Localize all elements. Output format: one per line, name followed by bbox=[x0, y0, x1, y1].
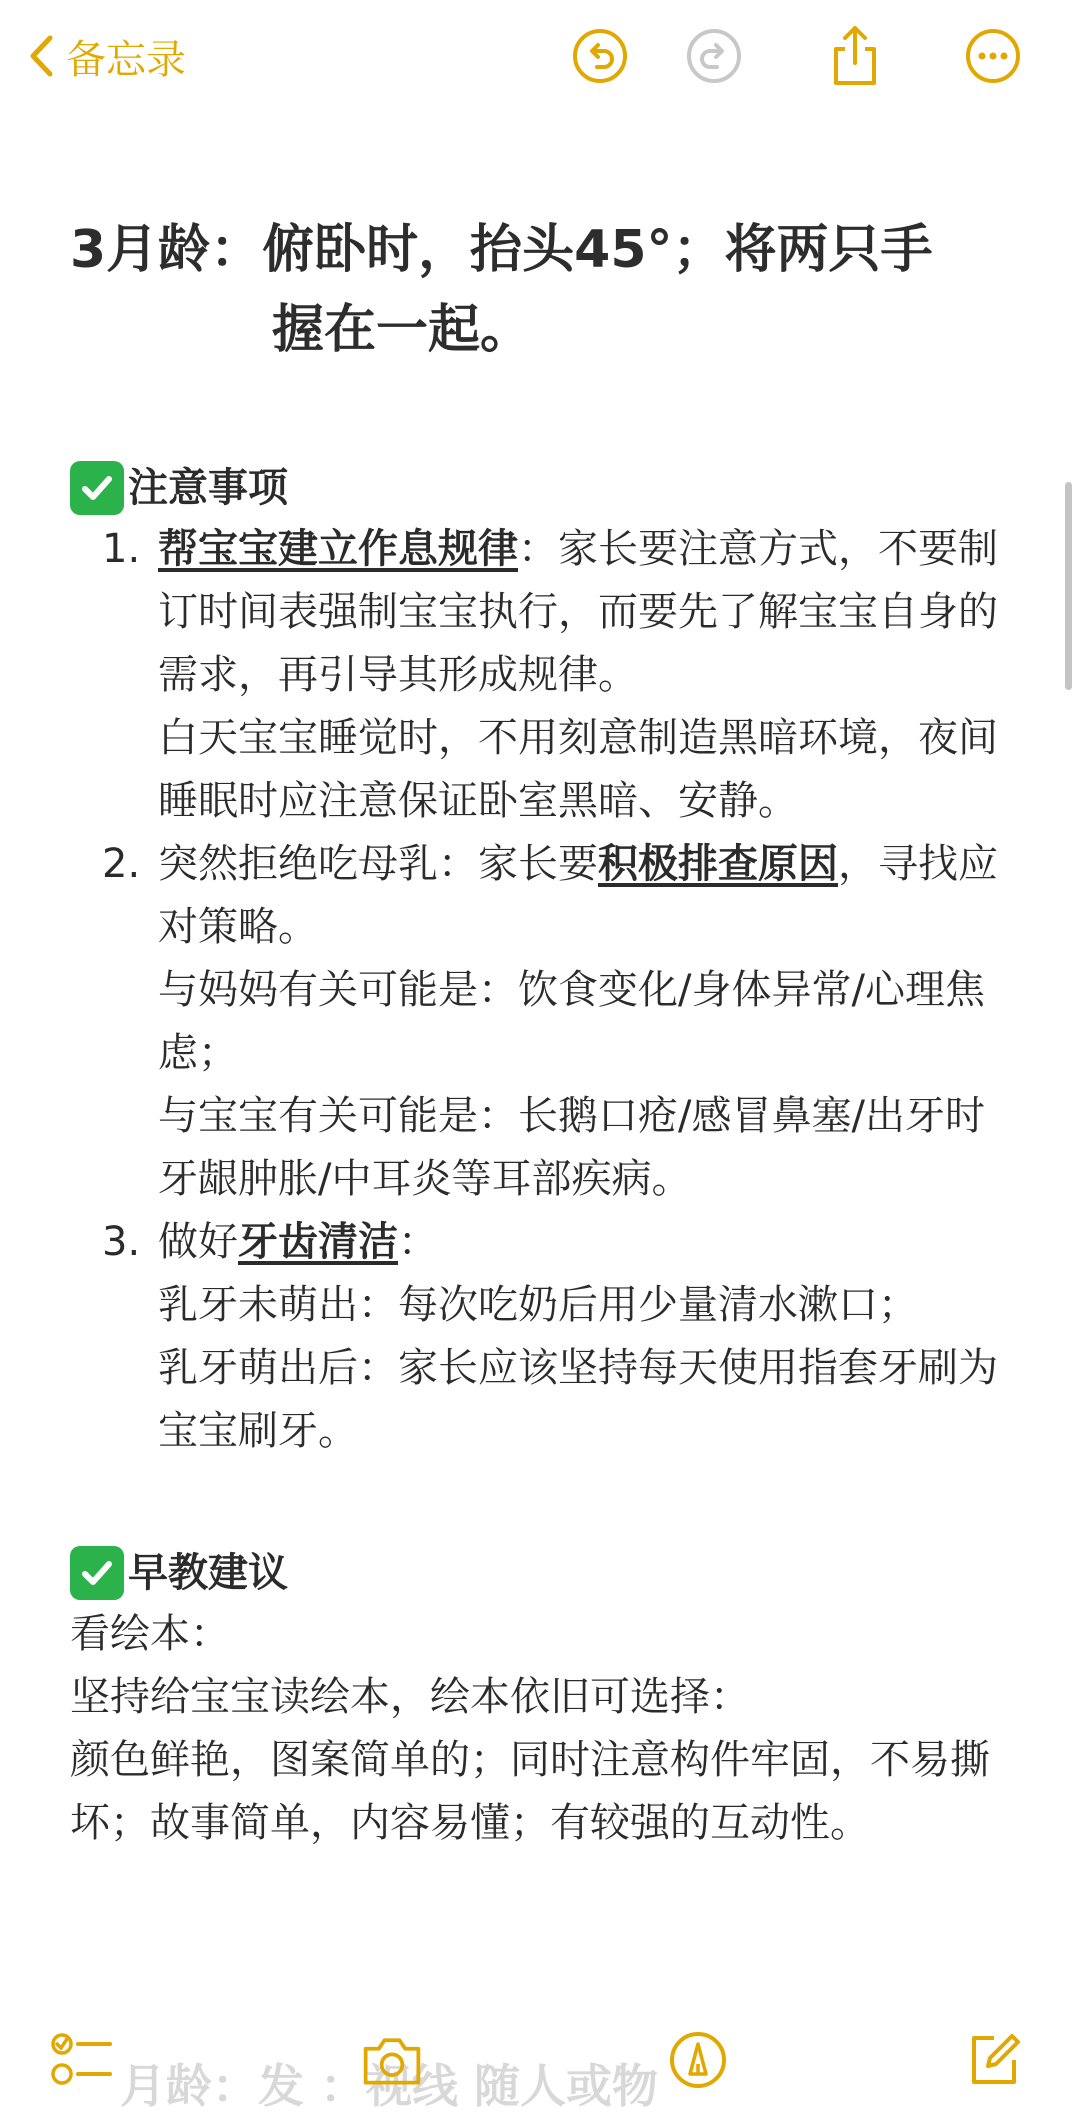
list-item-text-post: ： bbox=[398, 1219, 438, 1265]
section-heading-early-education bbox=[70, 1543, 1010, 1603]
camera-button[interactable] bbox=[360, 2028, 424, 2092]
back-button[interactable] bbox=[28, 26, 186, 86]
redo-button[interactable] bbox=[684, 26, 744, 86]
note-body[interactable] bbox=[70, 210, 1010, 1855]
markup-button[interactable] bbox=[666, 2028, 730, 2092]
paragraph: 坚持给宝宝读绘本，绘本依旧可选择： bbox=[70, 1674, 750, 1720]
list-item-text-pre: 做好 bbox=[158, 1219, 238, 1265]
undo-button[interactable] bbox=[570, 26, 630, 86]
notes-list bbox=[70, 518, 1010, 1463]
title-line-1: 3月龄：俯卧时，抬头45°；将两只手 bbox=[70, 220, 933, 280]
back-label: 备忘录 bbox=[66, 36, 186, 83]
list-item-extra: 与妈妈有关可能是：饮食变化/身体异常/心理焦虑； bbox=[158, 967, 985, 1076]
check-mark-icon bbox=[70, 461, 124, 515]
list-item-text bbox=[158, 518, 1010, 707]
more-icon bbox=[964, 27, 1022, 85]
more-button[interactable] bbox=[963, 26, 1023, 86]
list-item-extra: 乳牙萌出后：家长应该坚持每天使用指套牙刷为宝宝刷牙。 bbox=[158, 1345, 998, 1454]
scrollbar[interactable] bbox=[1065, 482, 1072, 690]
list-item-text-rest: ：家长要注意方式，不要制订时间表强制宝宝执行，而要先了解宝宝自身的需求，再引导其形成规律。 bbox=[158, 526, 998, 698]
bottom-toolbar bbox=[0, 2020, 1080, 2102]
list-number: 1. bbox=[102, 526, 141, 572]
navigation-bar bbox=[0, 0, 1080, 116]
section-heading-notes bbox=[70, 458, 1010, 518]
redo-icon bbox=[685, 27, 743, 85]
partial-next-line: 月龄：发 ：视线 随人或物 bbox=[120, 2059, 659, 2113]
list-item bbox=[70, 1211, 1010, 1463]
section-heading-label: 早教建议 bbox=[128, 1550, 288, 1596]
checklist-button[interactable] bbox=[50, 2028, 114, 2092]
list-item-text-post: ，寻找应对策略。 bbox=[158, 841, 998, 950]
section-heading-label: 注意事项 bbox=[128, 465, 288, 511]
bold-underline-text: 牙齿清洁 bbox=[238, 1219, 398, 1265]
list-item-extra: 白天宝宝睡觉时，不用刻意制造黑暗环境，夜间睡眠时应注意保证卧室黑暗、安静。 bbox=[158, 715, 998, 824]
list-item-text bbox=[158, 1211, 1010, 1274]
camera-icon bbox=[360, 2032, 424, 2088]
list-item-extra: 与宝宝有关可能是：长鹅口疮/感冒鼻塞/出牙时牙龈肿胀/中耳炎等耳部疾病。 bbox=[158, 1093, 985, 1202]
list-item-extra: 乳牙未萌出：每次吃奶后用少量清水漱口； bbox=[158, 1282, 918, 1328]
list-number: 3. bbox=[102, 1219, 141, 1265]
bold-underline-text: 积极排查原因 bbox=[598, 841, 838, 887]
title-line-2: 握在一起。 bbox=[272, 300, 533, 360]
markup-pen-icon bbox=[668, 2030, 728, 2090]
list-item bbox=[70, 833, 1010, 1211]
compose-button[interactable] bbox=[962, 2028, 1026, 2092]
note-title bbox=[70, 210, 1010, 370]
list-item bbox=[70, 518, 1010, 833]
checklist-icon bbox=[50, 2030, 114, 2090]
check-mark-icon bbox=[70, 1546, 124, 1600]
paragraph: 颜色鲜艳，图案简单的；同时注意构件牢固，不易撕坏；故事简单，内容易懂；有较强的互动性。 bbox=[70, 1737, 990, 1846]
bold-underline-text: 帮宝宝建立作息规律 bbox=[158, 526, 518, 572]
share-icon bbox=[828, 25, 882, 87]
chevron-left-icon bbox=[28, 34, 54, 78]
share-button[interactable] bbox=[825, 26, 885, 86]
list-number: 2. bbox=[102, 841, 141, 887]
paragraph: 看绘本： bbox=[70, 1611, 230, 1657]
list-item-text bbox=[158, 833, 1010, 959]
undo-icon bbox=[571, 27, 629, 85]
list-item-text-pre: 突然拒绝吃母乳：家长要 bbox=[158, 841, 598, 887]
compose-icon bbox=[964, 2030, 1024, 2090]
